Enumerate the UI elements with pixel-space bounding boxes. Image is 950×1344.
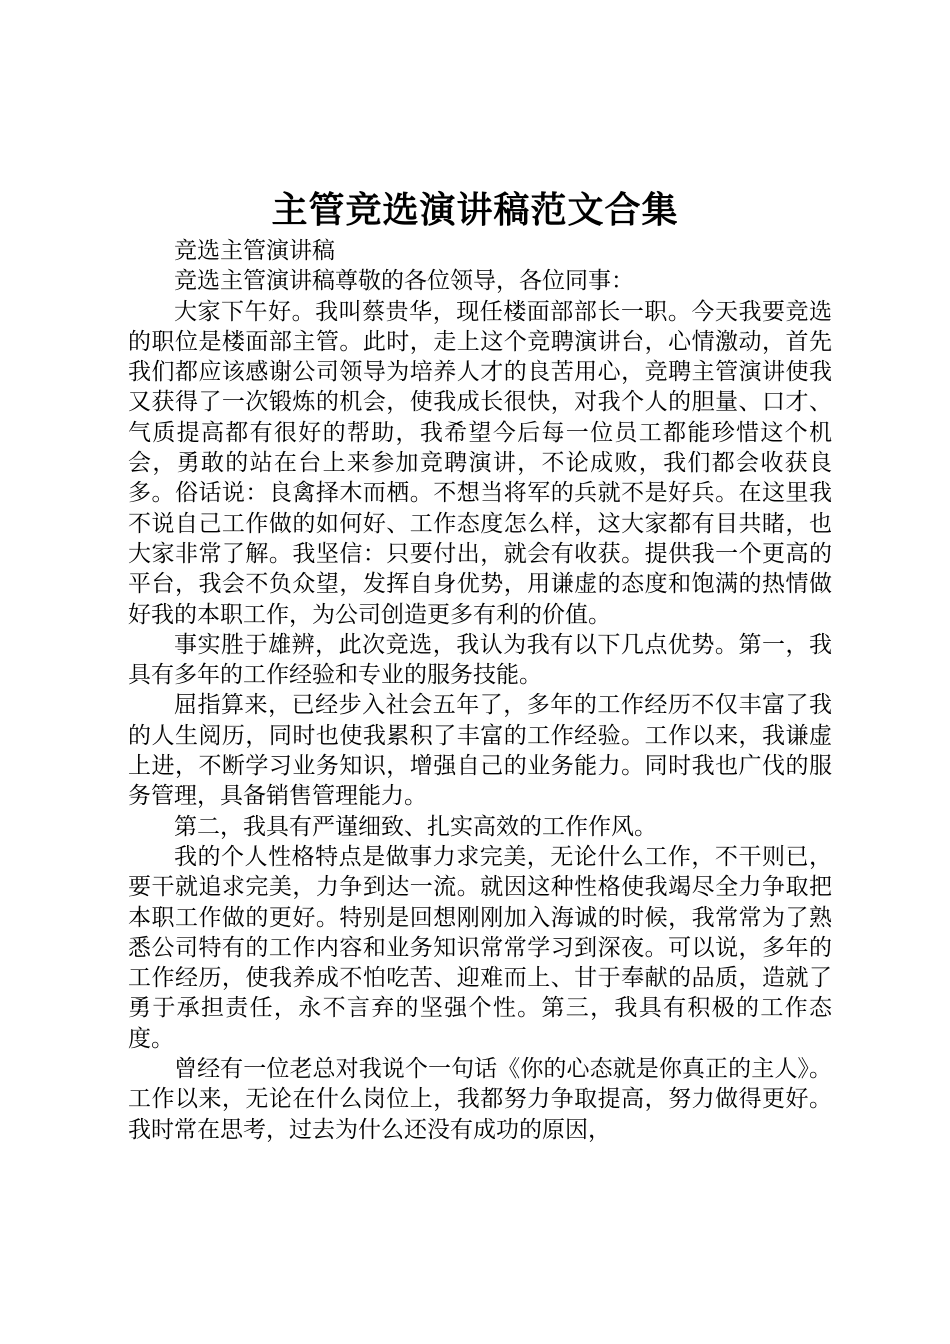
document-body [128, 236, 832, 1145]
document-title: 主管竞选演讲稿范文合集 [271, 189, 679, 231]
paragraph: 曾经有一位老总对我说个一句话《你的心态就是你真正的主人》。工作以来，无论在什么岗位上，我都努力争取提高，努力做得更好。我时常在思考，过去为什么还没有成功的原因， [128, 1056, 832, 1143]
paragraph: 第二，我具有严谨细致、扎实高效的工作作风。 [174, 813, 657, 840]
paragraph: 我的个人性格特点是做事力求完美，无论什么工作，不干则已，要干就追求完美，力争到达一流。就因这种性格使我竭尽全力争取把本职工作做的更好。特别是回想刚刚加入海诚的时候，我常常为了熟悉公司特有的工作内容和业务知识常常学习到深夜。可以说，多年的工作经历，使我养成不怕吃苦、迎难而上、甘于奉献的品质，造就了勇于承担责任，永不言弃的坚强个性。第三，我具有积极的工作态度。 [128, 843, 832, 1052]
paragraph: 竞选主管演讲稿尊敬的各位领导，各位同事： [174, 268, 634, 295]
paragraph: 事实胜于雄辨，此次竞选，我认为我有以下几点优势。第一，我具有多年的工作经验和专业的服务技能。 [128, 631, 832, 689]
paragraph: 屈指算来，已经步入社会五年了，多年的工作经历不仅丰富了我的人生阅历，同时也使我累积了丰富的工作经验。工作以来，我谦虚上进，不断学习业务知识，增强自己的业务能力。同时我也广伐的服务管理，具备销售管理能力。 [128, 692, 832, 810]
paragraph: 竞选主管演讲稿 [174, 238, 335, 264]
paragraph: 大家下午好。我叫蔡贵华，现任楼面部部长一职。今天我要竞选的职位是楼面部主管。此时，走上这个竞聘演讲台，心情激动，首先我们都应该感谢公司领导为培养人才的良苦用心，竞聘主管演讲使我又获得了一次锻炼的机会，使我成长很快，对我个人的胆量、口才、气质提高都有很好的帮助，我希望今后每一位员工都能珍惜这个机会，勇敢的站在台上来参加竞聘演讲，不论成败，我们都会收获良多。俗话说：良禽择木而栖。不想当将军的兵就不是好兵。在这里我不说自己工作做的如何好、工作态度怎么样，这大家都有目共睹，也大家非常了解。我坚信：只要付出，就会有收获。提供我一个更高的平台，我会不负众望，发挥自身优势，用谦虚的态度和饱满的热情做好我的本职工作，为公司创造更多有利的价值。 [128, 298, 832, 628]
